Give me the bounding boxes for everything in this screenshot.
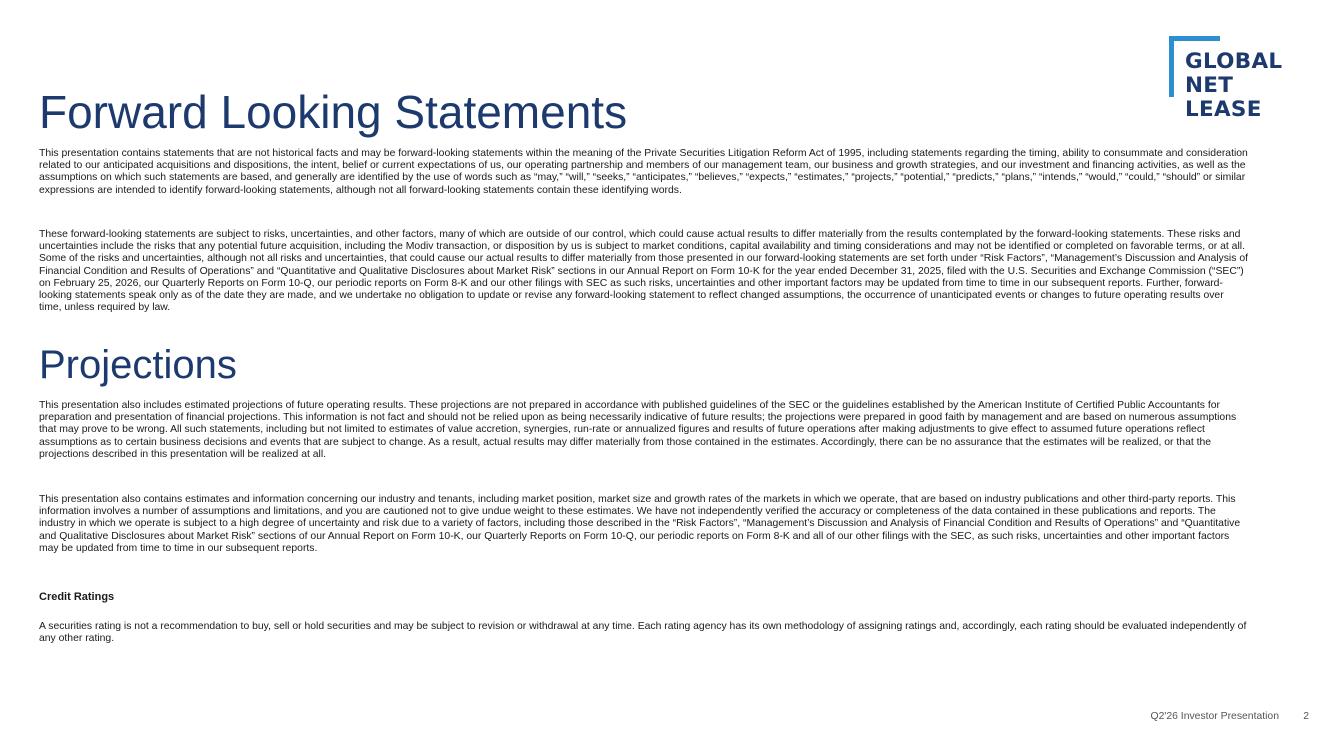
logo-bracket-horizontal — [1169, 36, 1220, 41]
logo-bracket-vertical — [1169, 36, 1174, 97]
projections-title: Projections — [39, 343, 237, 387]
forward-looking-statements-title: Forward Looking Statements — [39, 86, 628, 138]
forward-looking-paragraph-1: This presentation contains statements that are not historical facts and may be forward-looking statements within the meaning of the Private Securities Litigation Reform Act of 1995, including statements regarding the timing, ability to consummate and consideration related to our anticipated acquisitions and dispositions, the intent, belief or current expectations of us, our operating partnership and members of our management team, our business and growth strategies, and our investment and financing activities, as well as the assumptions on which such statements are based, and generally are identified by the use of words such as “may,” “will,” “seeks,” “anticipates,” “believes,” “expects,” “estimates,” “projects,” “potential,” “predicts,” “plans,” “intends,” “would,” “could,” “should” or similar expressions are intended to identify forward-looking statements, although not all forward-looking statements contain these identifying words. — [39, 148, 1248, 196]
footer-page-number: 2 — [1303, 711, 1309, 722]
logo-line-1: GLOBAL — [1185, 49, 1283, 74]
logo-line-3: LEASE — [1185, 97, 1262, 122]
logo-wordmark — [1185, 50, 1282, 122]
credit-ratings-heading: Credit Ratings — [39, 591, 115, 603]
credit-ratings-paragraph: A securities rating is not a recommendation to buy, sell or hold securities and may be subject to revision or withdrawal at any time. Each rating agency has its own methodology of assigning ratings and, accordingly, each rating should be evaluated independently of any other rating. — [39, 621, 1247, 645]
projections-paragraph-1: This presentation also includes estimated projections of future operating results. These projections are not prepared in accordance with published guidelines of the SEC or the guidelines established by the American Institute of Certified Public Accountants for preparation and presentation of financial projections. This information is not fact and should not be relied upon as being necessarily indicative of future results; the projections were prepared in good faith by management and are based on numerous assumptions that may prove to be wrong. All such statements, including but not limited to estimates of value accretion, synergies, run-rate or annualized figures and results of future operations after making adjustments to give effect to assumed future operations reflect assumptions as to certain business decisions and events that are subject to change. As a result, actual results may differ materially from those contained in the estimates. Accordingly, there can be no assurance that the estimates will be realized, or that the projections described in this presentation will be realized at all. — [39, 400, 1237, 460]
logo-line-2: NET — [1185, 73, 1234, 98]
projections-paragraph-2: This presentation also contains estimates and information concerning our industry and tenants, including market position, market size and growth rates of the markets in which we operate, that are based on industry publications and other third-party reports. This information involves a number of assumptions and limitations, and you are cautioned not to give undue weight to these estimates. We have not independently verified the accuracy or completeness of the data contained in these publications and reports. The industry in which we operate is subject to a high degree of uncertainty and risk due to a variety of factors, including those described in the “Risk Factors”, “Management’s Discussion and Analysis of Financial Condition and Results of Operations” and “Quantitative and Qualitative Disclosures about Market Risk” sections of our Annual Report on Form 10-K, our Quarterly Reports on Form 10-Q, our periodic reports on Form 8-K and all of our other filings with the SEC, as such risks, uncertainties and other important factors may be updated from time to time in our subsequent reports. — [39, 494, 1241, 554]
footer-presentation-label: Q2'26 Investor Presentation — [1150, 711, 1279, 722]
global-net-lease-logo — [1169, 36, 1299, 124]
forward-looking-paragraph-2: These forward-looking statements are subject to risks, uncertainties, and other factors, many of which are outside of our control, which could cause actual results to differ materially from the results contemplated by the forward-looking statements. These risks and uncertainties include the risks that any potential future acquisition, including the Modiv transaction, or disposition by us is subject to market conditions, capital availability and timing considerations and may not be identified or completed on favorable terms, or at all. Some of the risks and uncertainties, although not all risks and uncertainties, that could cause our actual results to differ materially from those presented in our forward-looking statements are set forth under “Risk Factors”, “Management’s Discussion and Analysis of Financial Condition and Results of Operations” and “Quantitative and Qualitative Disclosures about Market Risk” sections in our Annual Report on Form 10-K for the year ended December 31, 2025, filed with the U.S. Securities and Exchange Commission (“SEC”) on February 25, 2026, our Quarterly Reports on Form 10-Q, our periodic reports on Form 8-K and our other filings with SEC as such risks, uncertainties and other important factors may be updated from time to time in our subsequent reports. Further, forward-looking statements speak only as of the date they are made, and we undertake no obligation to update or revise any forward-looking statement to reflect changed assumptions, the occurrence of unanticipated events or changes to future operating results over time, unless required by law. — [39, 229, 1248, 314]
